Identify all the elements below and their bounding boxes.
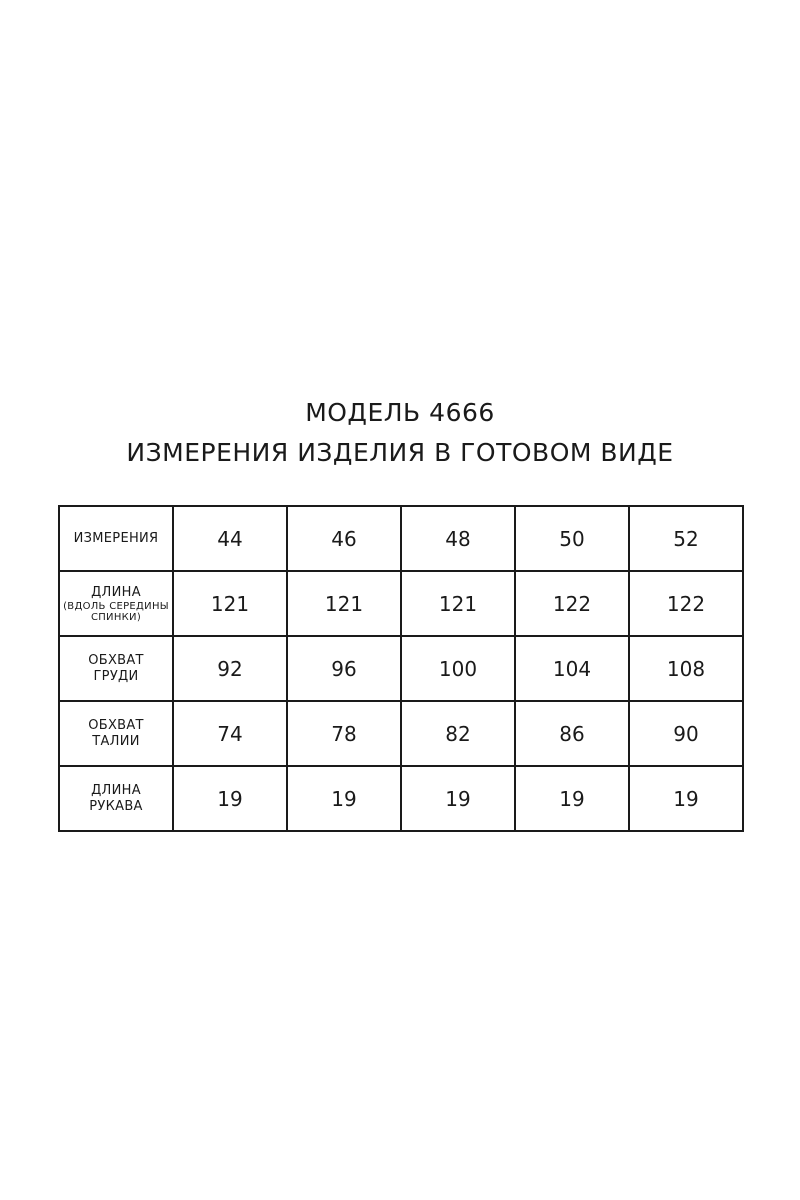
row-label: ДЛИНА bbox=[91, 584, 141, 600]
value-cell: 19 bbox=[401, 766, 515, 831]
value-cell: 86 bbox=[515, 701, 629, 766]
row-label: ОБХВАТ bbox=[88, 717, 144, 733]
header-label: ИЗМЕРЕНИЯ bbox=[73, 530, 159, 546]
size-cell: 46 bbox=[287, 506, 401, 571]
table-row bbox=[59, 571, 743, 636]
table-row bbox=[59, 636, 743, 701]
value-cell: 19 bbox=[515, 766, 629, 831]
model-title: МОДЕЛЬ 4666 bbox=[305, 398, 495, 427]
size-table bbox=[58, 505, 744, 832]
row-label-note: (ВДОЛЬ СЕРЕДИНЫ bbox=[63, 600, 169, 612]
size-cell: 50 bbox=[515, 506, 629, 571]
value-cell: 82 bbox=[401, 701, 515, 766]
measurements-subtitle: ИЗМЕРЕНИЯ ИЗДЕЛИЯ В ГОТОВОМ ВИДЕ bbox=[126, 438, 674, 467]
row-label-cell bbox=[59, 766, 173, 831]
value-cell: 108 bbox=[629, 636, 743, 701]
value-cell: 19 bbox=[173, 766, 287, 831]
value-cell: 90 bbox=[629, 701, 743, 766]
value-cell: 78 bbox=[287, 701, 401, 766]
row-label-cell bbox=[59, 636, 173, 701]
size-header-row bbox=[59, 506, 743, 571]
value-cell: 100 bbox=[401, 636, 515, 701]
value-cell: 122 bbox=[629, 571, 743, 636]
value-cell: 121 bbox=[287, 571, 401, 636]
value-cell: 92 bbox=[173, 636, 287, 701]
row-label: ТАЛИИ bbox=[92, 733, 140, 749]
row-label: РУКАВА bbox=[89, 798, 143, 814]
size-cell: 48 bbox=[401, 506, 515, 571]
header-label-cell bbox=[59, 506, 173, 571]
value-cell: 121 bbox=[173, 571, 287, 636]
row-label: ГРУДИ bbox=[93, 668, 139, 684]
value-cell: 74 bbox=[173, 701, 287, 766]
table-row bbox=[59, 766, 743, 831]
value-cell: 104 bbox=[515, 636, 629, 701]
row-label: ДЛИНА bbox=[91, 782, 141, 798]
row-label-cell bbox=[59, 571, 173, 636]
value-cell: 121 bbox=[401, 571, 515, 636]
row-label-note: СПИНКИ) bbox=[90, 611, 142, 623]
value-cell: 19 bbox=[287, 766, 401, 831]
table-row bbox=[59, 701, 743, 766]
value-cell: 122 bbox=[515, 571, 629, 636]
row-label: ОБХВАТ bbox=[88, 652, 144, 668]
value-cell: 96 bbox=[287, 636, 401, 701]
row-label-cell bbox=[59, 701, 173, 766]
value-cell: 19 bbox=[629, 766, 743, 831]
size-cell: 44 bbox=[173, 506, 287, 571]
size-cell: 52 bbox=[629, 506, 743, 571]
